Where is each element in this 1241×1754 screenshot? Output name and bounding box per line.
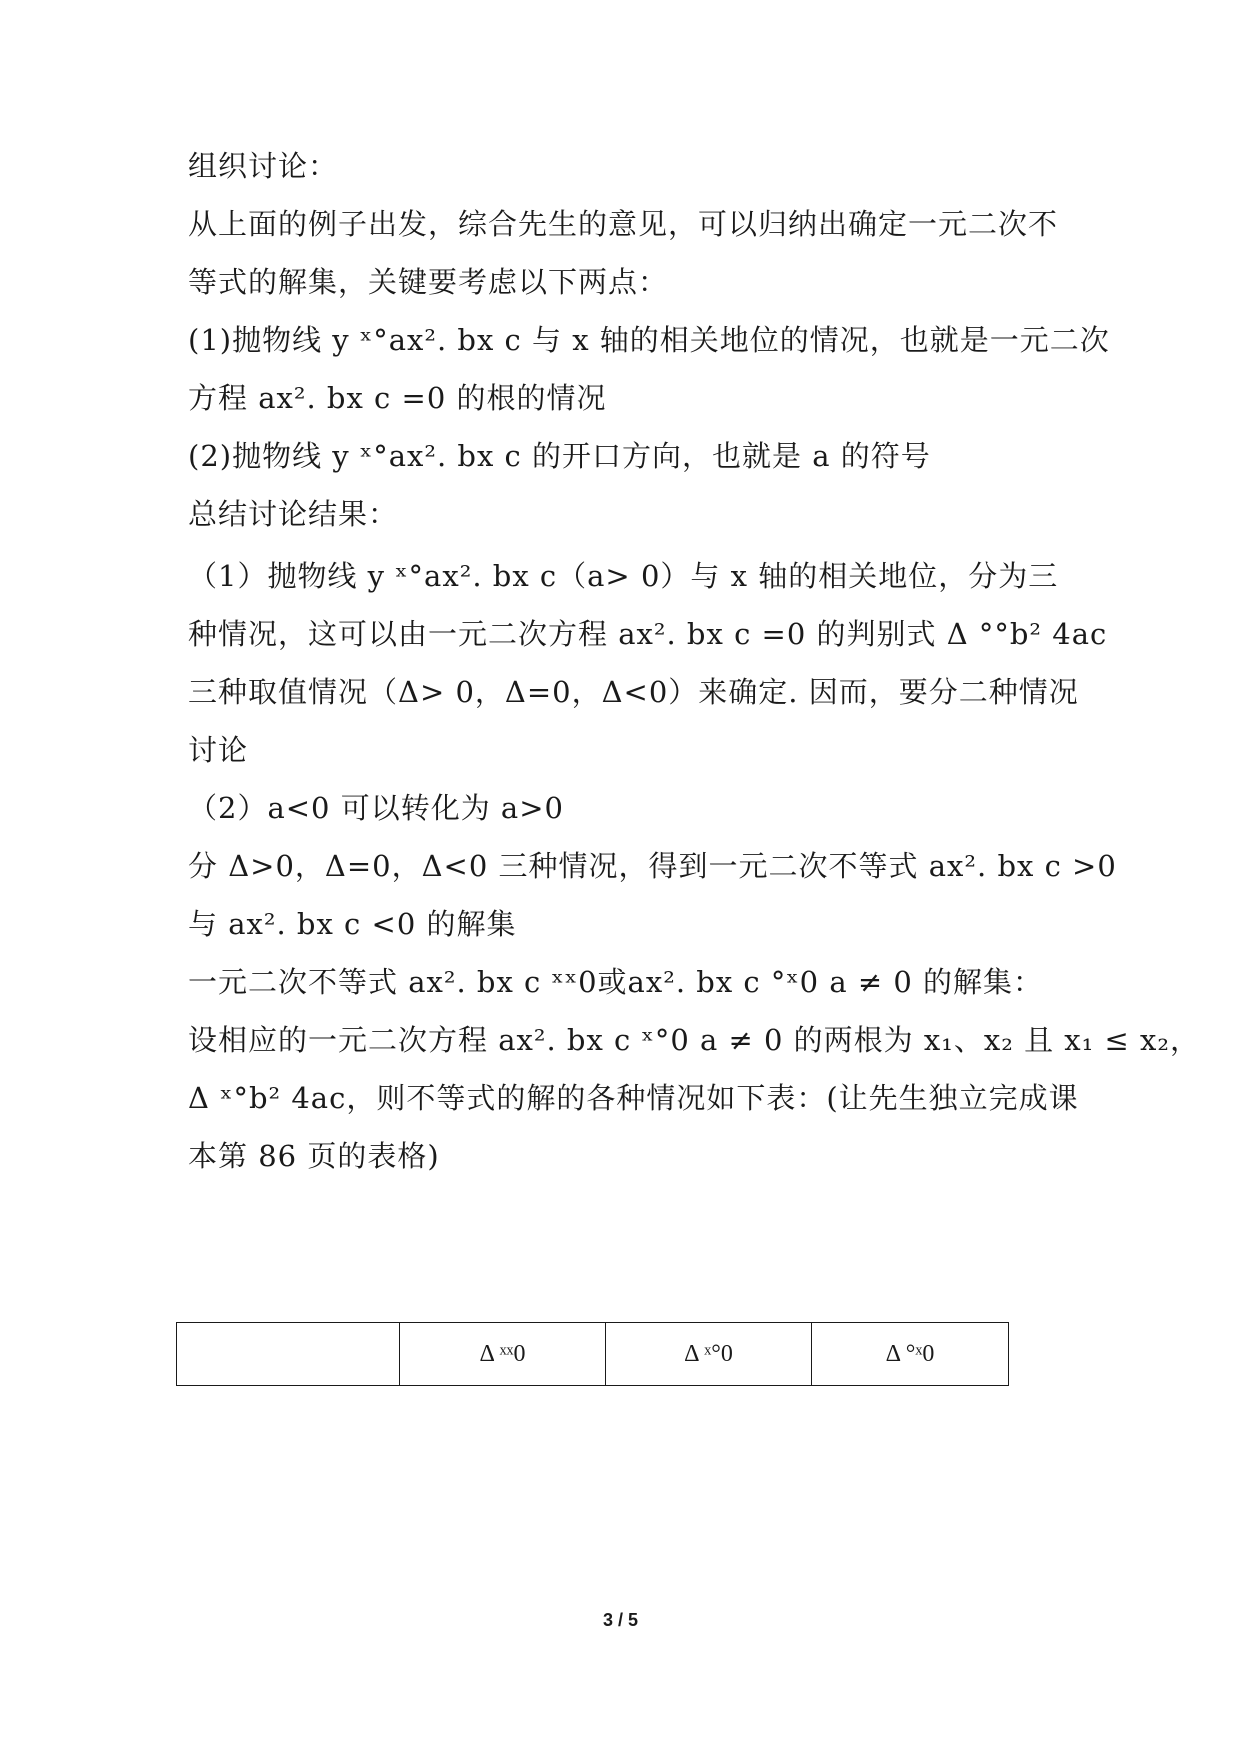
paragraph-line: （2）a<0 可以转化为 a>0 <box>188 791 564 825</box>
paragraph-line: 方程 ax². bx c =0 的根的情况 <box>188 381 607 415</box>
paragraph-line: （1）抛物线 y ˣ°ax². bx c（a> 0）与 x 轴的相关地位，分为三 <box>188 559 1059 593</box>
table-header-cell: Δ ˣ°0 <box>606 1323 812 1386</box>
table-cell <box>177 1323 400 1386</box>
paragraph-line: Δ ˣ°b² 4ac，则不等式的解的各种情况如下表：(让先生独立完成课 <box>188 1081 1079 1115</box>
paragraph-line: 从上面的例子出发，综合先生的意见，可以归纳出确定一元二次不 <box>188 207 1059 241</box>
paragraph-line: 设相应的一元二次方程 ax². bx c ˣ°0 a ≠ 0 的两根为 x₁、x₂ 且 x₁ ≤ x₂， <box>188 1023 1200 1057</box>
paragraph-line: 本第 86 页的表格) <box>188 1139 440 1173</box>
table-header-cell: Δ °ˣ0 <box>812 1323 1009 1386</box>
paragraph-line: 分 Δ>0，Δ=0，Δ<0 三种情况，得到一元二次不等式 ax². bx c >0 <box>188 849 1117 883</box>
discriminant-table <box>176 1322 1009 1386</box>
paragraph-line: 种情况，这可以由一元二次方程 ax². bx c =0 的判别式 Δ °°b² 4ac <box>188 617 1108 651</box>
page-number: 3 / 5 <box>602 1610 639 1630</box>
paragraph-line: 组织讨论： <box>188 149 339 183</box>
paragraph-line: 三种取值情况（Δ> 0，Δ=0，Δ<0）来确定. 因而，要分二种情况 <box>188 675 1079 709</box>
paragraph-line: 等式的解集，关键要考虑以下两点： <box>188 265 669 299</box>
paragraph-line: 讨论 <box>188 733 249 767</box>
paragraph-line: 一元二次不等式 ax². bx c ˣˣ0或ax². bx c °ˣ0 a ≠ 0 的解集： <box>188 965 1044 999</box>
table-header-cell: Δ ˣˣ0 <box>400 1323 606 1386</box>
paragraph-line: 与 ax². bx c <0 的解集 <box>188 907 517 941</box>
paragraph-line: (1)抛物线 y ˣ°ax². bx c 与 x 轴的相关地位的情况，也就是一元二次 <box>188 323 1110 357</box>
paragraph-line: 总结讨论结果： <box>188 497 399 531</box>
table-row <box>177 1323 1009 1386</box>
paragraph-line: (2)抛物线 y ˣ°ax². bx c 的开口方向，也就是 a 的符号 <box>188 439 931 473</box>
